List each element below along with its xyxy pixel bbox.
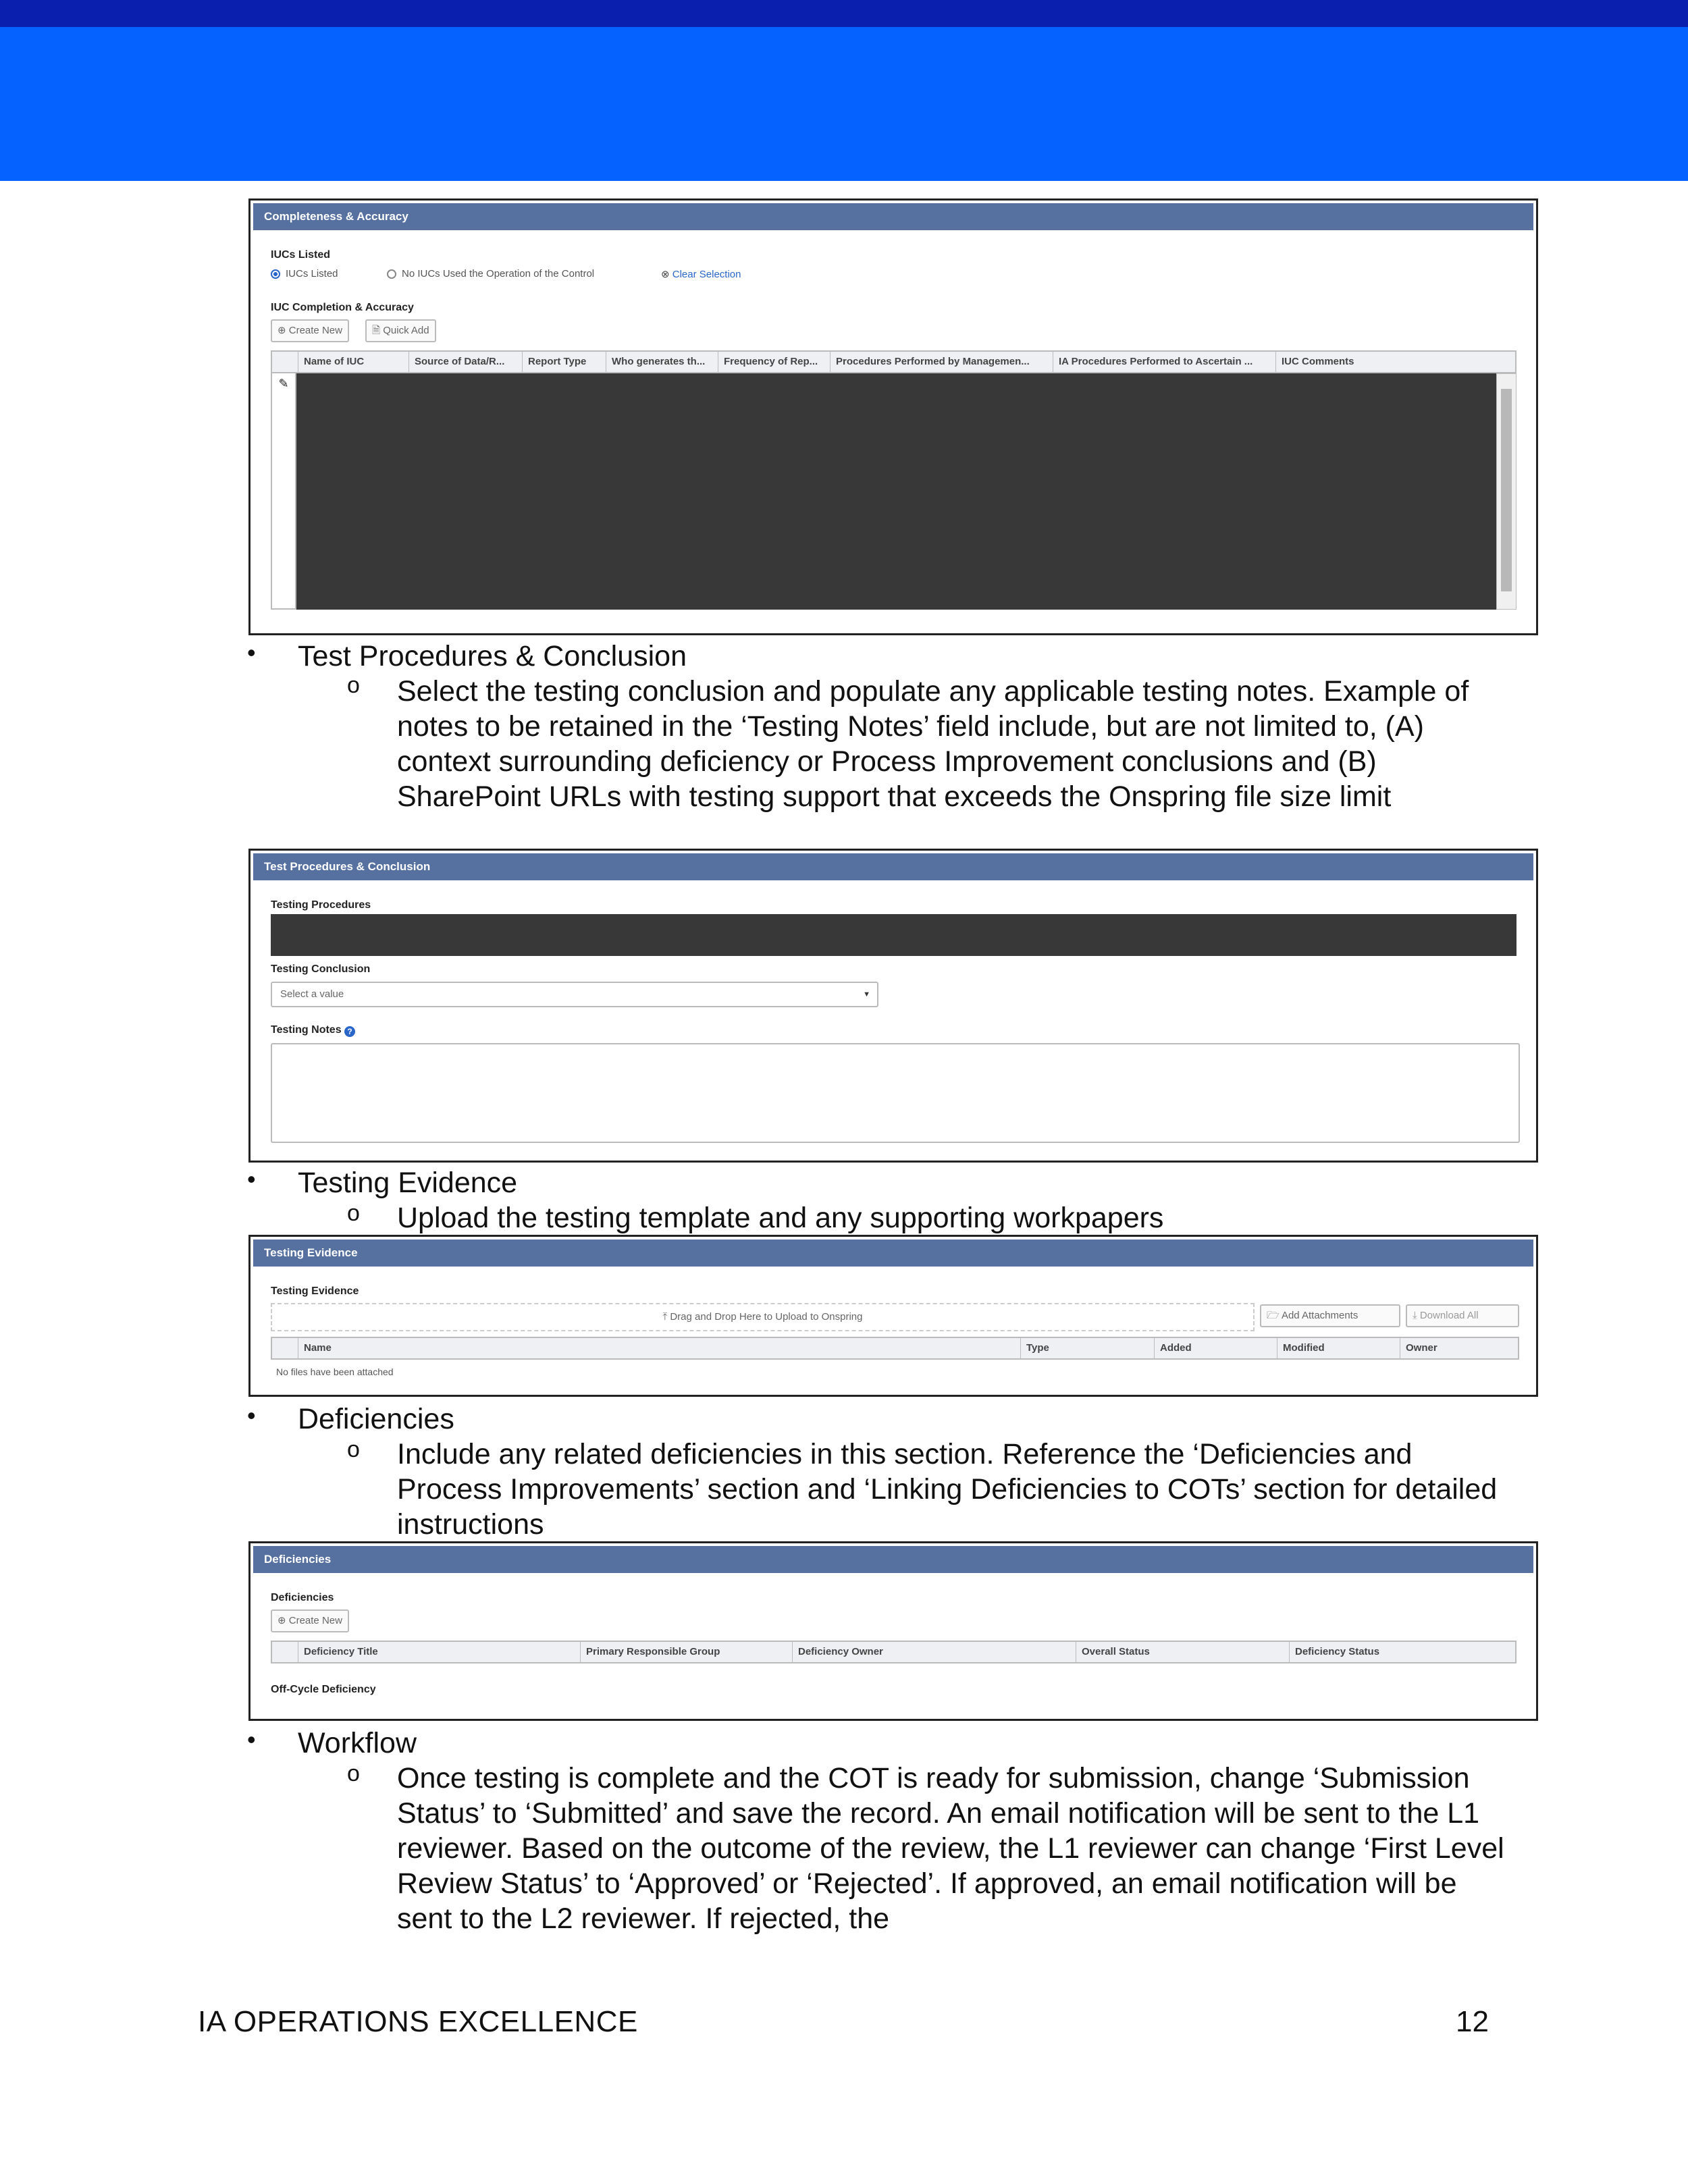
drop-zone[interactable] — [271, 1303, 1255, 1331]
col-deficiency-owner[interactable]: Deficiency Owner — [792, 1642, 1076, 1662]
bullet-icon: • — [247, 639, 256, 666]
document-icon: 🗎 — [372, 325, 384, 336]
col-primary-responsible-group[interactable]: Primary Responsible Group — [580, 1642, 792, 1662]
testing-notes-textarea[interactable] — [271, 1043, 1520, 1143]
radio-no-iucs[interactable] — [387, 268, 594, 279]
panel-title: Deficiencies — [253, 1546, 1533, 1573]
grid-scrollbar[interactable] — [1496, 373, 1516, 610]
test-procedures-screenshot — [248, 849, 1538, 1163]
sub-bullet-icon: o — [347, 1437, 360, 1462]
help-icon[interactable]: ? — [344, 1026, 355, 1037]
plus-circle-icon: ⊕ — [278, 1615, 289, 1626]
bullet-icon: • — [247, 1726, 256, 1753]
page-number: 12 — [1456, 2005, 1489, 2038]
iuc-grid-header — [271, 350, 1516, 373]
panel-title: Test Procedures & Conclusion — [253, 853, 1533, 880]
paragraph-testing-evidence: Upload the testing template and any supporting workpapers — [397, 1202, 1164, 1234]
pencil-icon[interactable]: ✎ — [271, 373, 296, 610]
col-overall-status[interactable]: Overall Status — [1076, 1642, 1289, 1662]
testing-conclusion-label: Testing Conclusion — [271, 963, 371, 975]
create-new-button[interactable] — [271, 319, 349, 342]
testing-conclusion-select[interactable] — [271, 982, 878, 1007]
col-report-type[interactable]: Report Type — [522, 352, 606, 372]
radio-iucs-listed[interactable] — [271, 268, 338, 279]
col-name[interactable]: Name — [298, 1338, 1020, 1358]
deficiencies-label: Deficiencies — [271, 1592, 334, 1603]
testing-evidence-label: Testing Evidence — [271, 1285, 359, 1297]
header-band — [0, 27, 1688, 181]
col-added[interactable]: Added — [1154, 1338, 1277, 1358]
bullet-test-procedures: Test Procedures & Conclusion — [298, 640, 687, 672]
col-deficiency-title[interactable]: Deficiency Title — [298, 1642, 580, 1662]
col-ia-procedures[interactable]: IA Procedures Performed to Ascertain ... — [1053, 352, 1275, 372]
radio-unchecked-icon — [387, 269, 396, 279]
paragraph-workflow: Once testing is complete and the COT is ready for submission, change ‘Submission Status’ to ‘Submitted’ and save the record. An email notification will be sent to the L1 reviewer. Based on the outcome of the review, the L1 reviewer can change ‘First Level Review Status’ to ‘Approved’ or ‘Rejected’. If approved, an email notification will be sent to the L2 reviewer. If rejected, the — [397, 1762, 1504, 1935]
testing-evidence-screenshot — [248, 1235, 1538, 1397]
paragraph-test-procedures: Select the testing conclusion and populate any applicable testing notes. Example of notes to be retained in the ‘Testing Notes’ field include, but are not limited to, (A) context surrounding deficiency or Process Improvement conclusions and (B) SharePoint URLs with testing support that exceeds the Onspring file size limit — [397, 675, 1469, 813]
deficiency-grid-header — [271, 1641, 1516, 1663]
bullet-deficiencies: Deficiencies — [298, 1403, 454, 1435]
col-owner[interactable]: Owner — [1400, 1338, 1524, 1358]
radio-label: No IUCs Used the Operation of the Control — [402, 268, 595, 279]
col-procedures-management[interactable]: Procedures Performed by Managemen... — [830, 352, 1053, 372]
bullet-icon: • — [247, 1165, 256, 1193]
empty-files-message: No files have been attached — [276, 1366, 394, 1377]
completeness-accuracy-screenshot — [248, 198, 1538, 635]
download-icon: ⤓ — [1413, 1310, 1420, 1321]
col-name-of-iuc[interactable]: Name of IUC — [298, 352, 408, 372]
evidence-grid-header — [271, 1337, 1519, 1360]
col-frequency[interactable]: Frequency of Rep... — [718, 352, 830, 372]
footer-title: IA OPERATIONS EXCELLENCE — [198, 2005, 638, 2038]
add-attachments-button[interactable] — [1260, 1304, 1400, 1327]
panel-title: Testing Evidence — [253, 1240, 1533, 1267]
off-cycle-deficiency-label: Off-Cycle Deficiency — [271, 1684, 376, 1695]
iucs-listed-label: IUCs Listed — [271, 249, 331, 261]
testing-notes-text: Testing Notes — [271, 1024, 342, 1036]
scrollbar-thumb[interactable] — [1501, 389, 1512, 591]
add-attachments-label: Add Attachments — [1281, 1310, 1359, 1321]
redacted-procedures-field — [271, 914, 1516, 956]
redacted-grid-area — [296, 373, 1496, 610]
col-type[interactable]: Type — [1020, 1338, 1154, 1358]
bullet-testing-evidence: Testing Evidence — [298, 1167, 518, 1199]
plus-circle-icon: ⊕ — [278, 325, 289, 336]
iuc-completion-label: IUC Completion & Accuracy — [271, 302, 414, 313]
bullet-icon: • — [247, 1402, 256, 1429]
sub-bullet-icon: o — [347, 672, 360, 698]
col-who-generates[interactable]: Who generates th... — [606, 352, 718, 372]
quick-add-button[interactable] — [365, 319, 436, 342]
paragraph-deficiencies: Include any related deficiencies in this section. Reference the ‘Deficiencies and Process Improvements’ section and ‘Linking Deficiencies to COTs’ section for detailed instructions — [397, 1438, 1498, 1541]
radio-checked-icon — [271, 269, 280, 279]
col-deficiency-status[interactable]: Deficiency Status — [1289, 1642, 1501, 1662]
close-circle-icon: ⊗ — [661, 269, 672, 280]
select-placeholder: Select a value — [280, 988, 344, 1000]
upload-icon: ⤒ — [662, 1311, 670, 1323]
download-all-label: Download All — [1419, 1310, 1479, 1321]
col-iuc-comments[interactable]: IUC Comments — [1275, 352, 1493, 372]
testing-notes-label — [271, 1024, 355, 1037]
bullet-workflow: Workflow — [298, 1727, 417, 1759]
header-band-dark — [0, 0, 1688, 27]
folder-open-icon: 🗁 — [1267, 1310, 1282, 1321]
caret-down-icon: ▼ — [863, 990, 870, 998]
testing-procedures-label: Testing Procedures — [271, 899, 371, 911]
clear-selection-label: Clear Selection — [672, 269, 741, 280]
sub-bullet-icon: o — [347, 1200, 360, 1226]
quick-add-label: Quick Add — [383, 325, 429, 336]
create-new-button[interactable] — [271, 1609, 349, 1632]
col-source-of-data[interactable]: Source of Data/R... — [408, 352, 522, 372]
col-modified[interactable]: Modified — [1277, 1338, 1400, 1358]
radio-label: IUCs Listed — [286, 268, 338, 279]
create-new-label: Create New — [288, 1615, 342, 1626]
sub-bullet-icon: o — [347, 1761, 360, 1786]
create-new-label: Create New — [288, 325, 342, 336]
clear-selection-link[interactable] — [661, 268, 741, 280]
drop-zone-label: Drag and Drop Here to Upload to Onspring — [670, 1311, 863, 1323]
deficiencies-screenshot — [248, 1541, 1538, 1721]
download-all-button[interactable] — [1406, 1304, 1519, 1327]
panel-title: Completeness & Accuracy — [253, 203, 1533, 230]
